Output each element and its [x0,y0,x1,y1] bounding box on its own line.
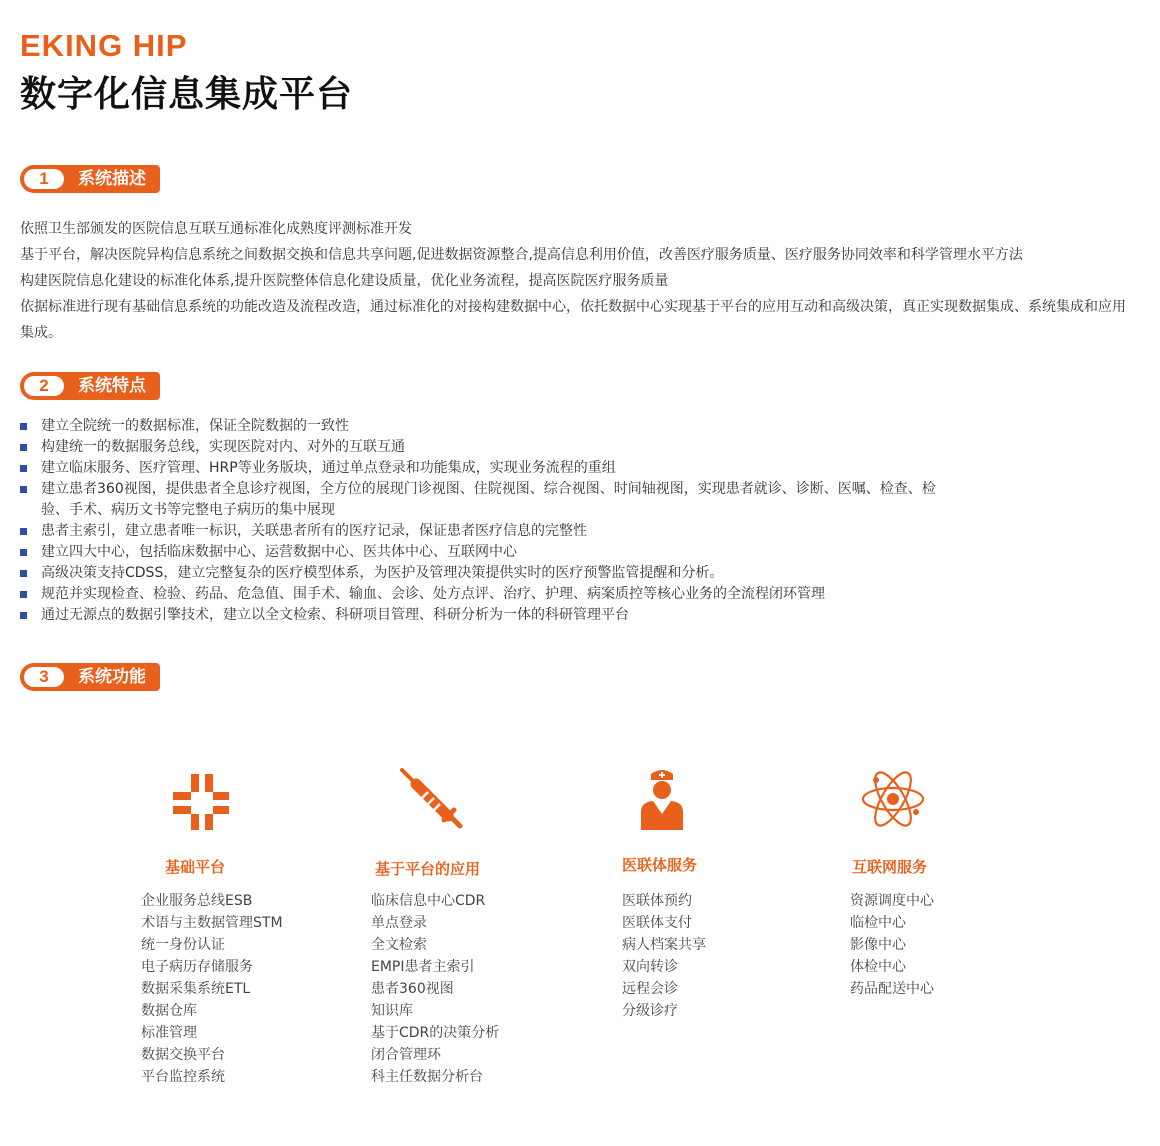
section-label: 系统特点 [78,376,146,396]
list-item: 数据仓库 [141,1003,197,1019]
feature-item: 规范并实现检查、检验、药品、危急值、围手术、输血、会诊、处方点评、治疗、护理、病案质控等核心业务的全流程闭环管理 [20,584,940,605]
function-list [141,890,283,1088]
column-title: 基础平台 [165,858,226,876]
list-item: 临检中心 [850,915,906,931]
list-item: 全文检索 [371,937,427,953]
list-item: 基于CDR的决策分析 [371,1025,500,1041]
list-item: 闭合管理环 [371,1047,441,1063]
list-item: 科主任数据分析台 [371,1069,483,1085]
list-item: 双向转诊 [622,959,678,975]
section-number: 3 [24,667,64,687]
square-bullet-icon [20,612,27,619]
square-bullet-icon [20,528,27,535]
square-bullet-icon [20,570,27,577]
square-bullet-icon [20,465,27,472]
description-line: 依照卫生部颁发的医院信息互联互通标准化成熟度评测标准开发 [20,221,412,237]
section-number: 1 [24,169,64,189]
section-label: 系统描述 [78,169,146,189]
list-item: 资源调度中心 [850,893,934,909]
list-item: 数据交换平台 [141,1047,225,1063]
description-block [20,216,1130,346]
function-list [850,890,934,1000]
list-item: 统一身份认证 [141,937,225,953]
list-item: 标准管理 [141,1025,197,1041]
list-item: 企业服务总线ESB [141,893,253,909]
feature-item: 建立患者360视图，提供患者全息诊疗视图，全方位的展现门诊视图、住院视图、综合视图、时间轴视图，实现患者就诊、诊断、医嘱、检查、检验、手术、病历文书等完整电子病历的集中展现 [20,479,940,521]
list-item: 体检中心 [850,959,906,975]
brand-name: EKING HIP [20,28,188,63]
column-title: 互联网服务 [852,858,928,876]
feature-item: 建立临床服务、医疗管理、HRP等业务版块，通过单点登录和功能集成，实现业务流程的重组 [20,458,940,479]
feature-list [20,416,940,626]
feature-item: 构建统一的数据服务总线，实现医院对内、对外的互联互通 [20,437,940,458]
list-item: 医联体支付 [622,915,692,931]
column-title: 基于平台的应用 [375,860,481,878]
section-number: 2 [24,376,64,396]
section-label: 系统功能 [78,667,146,687]
list-item: 病人档案共享 [622,937,706,953]
list-item: 术语与主数据管理STM [141,915,283,931]
column-title: 医联体服务 [622,856,698,874]
nurse-icon [627,766,697,836]
list-item: 医联体预约 [622,893,692,909]
description-line: 构建医院信息化建设的标准化体系,提升医院整体信息化建设质量，优化业务流程，提高医院医疗服务质量 [20,273,669,289]
list-item: 影像中心 [850,937,906,953]
atom-icon [858,764,928,834]
list-item: EMPI患者主索引 [371,959,475,975]
feature-item: 建立全院统一的数据标准，保证全院数据的一致性 [20,416,940,437]
list-item: 知识库 [371,1003,413,1019]
list-item: 分级诊疗 [622,1003,678,1019]
square-bullet-icon [20,549,27,556]
function-list [622,890,706,1022]
description-line: 基于平台，解决医院异构信息系统之间数据交换和信息共享问题,促进数据资源整合,提高信息利用价值，改善医疗服务质量、医疗服务协同效率和科学管理水平方法 [20,247,1023,263]
feature-item: 建立四大中心，包括临床数据中心、运营数据中心、医共体中心、互联网中心 [20,542,940,563]
description-line: 依据标准进行现有基础信息系统的功能改造及流程改造，通过标准化的对接构建数据中心，依托数据中心实现基于平台的应用互动和高级决策，真正实现数据集成、系统集成和应用集成。 [20,299,1126,341]
square-bullet-icon [20,423,27,430]
cross-icon [165,766,235,836]
list-item: 远程会诊 [622,981,678,997]
feature-item: 通过无源点的数据引擎技术，建立以全文检索、科研项目管理、科研分析为一体的科研管理平台 [20,605,940,626]
list-item: 单点登录 [371,915,427,931]
square-bullet-icon [20,591,27,598]
list-item: 电子病历存储服务 [141,959,253,975]
section-header-description [20,165,160,193]
feature-item: 患者主索引，建立患者唯一标识，关联患者所有的医疗记录，保证患者医疗信息的完整性 [20,521,940,542]
section-header-functions [20,663,160,691]
section-header-features [20,372,160,400]
square-bullet-icon [20,486,27,493]
list-item: 数据采集系统ETL [141,981,251,997]
page-title: 数字化信息集成平台 [20,74,354,115]
list-item: 患者360视图 [371,981,454,997]
feature-item: 高级决策支持CDSS，建立完整复杂的医疗模型体系，为医护及管理决策提供实时的医疗预警监管提醒和分析。 [20,563,940,584]
list-item: 平台监控系统 [141,1069,225,1085]
list-item: 药品配送中心 [850,981,934,997]
function-list [371,890,499,1088]
list-item: 临床信息中心CDR [371,893,486,909]
square-bullet-icon [20,444,27,451]
syringe-icon [396,764,466,834]
